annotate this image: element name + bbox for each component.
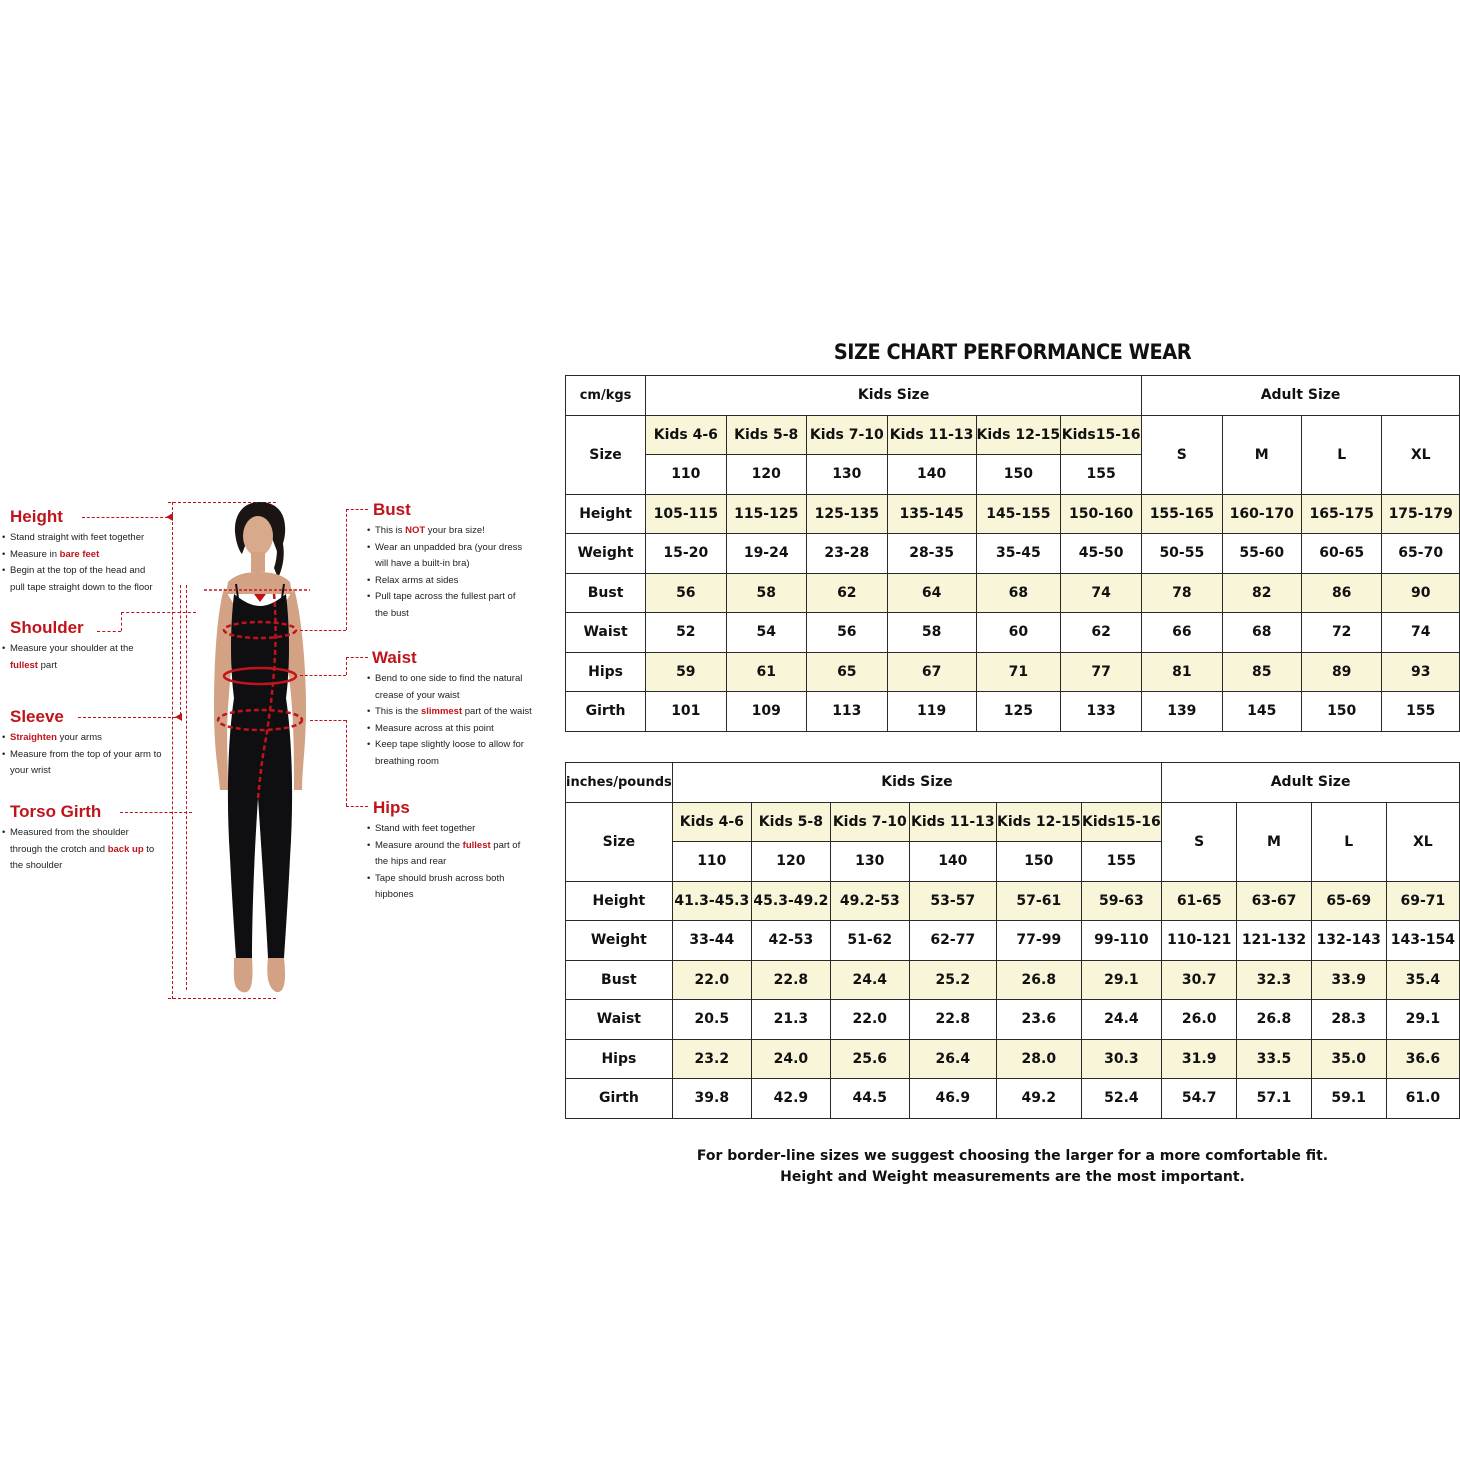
- table-cell: 24.0: [751, 1039, 830, 1079]
- table-cell: 49.2-53: [830, 881, 909, 921]
- adult-size-header: XL: [1382, 415, 1460, 494]
- guide-item: • Measured from the shoulder through the crotch and back up to the shoulder: [2, 825, 162, 875]
- waist-instructions: [367, 671, 535, 771]
- table-cell: 115-125: [726, 494, 806, 534]
- table-row: [566, 1079, 1460, 1119]
- table-cell: 56: [646, 573, 726, 613]
- table-cell: 49.2: [996, 1079, 1081, 1119]
- table-cell: 139: [1142, 692, 1222, 732]
- table-cell: 56: [806, 613, 887, 653]
- table-cell: 55-60: [1222, 534, 1301, 574]
- row-label: Hips: [566, 1039, 673, 1079]
- table-cell: 62-77: [909, 921, 996, 961]
- waist-title: Waist: [372, 648, 417, 667]
- table-cell: 59.1: [1311, 1079, 1386, 1119]
- row-label: Waist: [566, 1000, 673, 1040]
- table-row: [566, 960, 1460, 1000]
- size-table-imperial: [565, 762, 1460, 1119]
- shoulder-instructions: [2, 641, 162, 674]
- table-cell: 110-121: [1162, 921, 1237, 961]
- table-cell: 78: [1142, 573, 1222, 613]
- height-scale: [172, 502, 173, 999]
- table-cell: 99-110: [1081, 921, 1162, 961]
- table-cell: 21.3: [751, 1000, 830, 1040]
- hips-title: Hips: [373, 798, 410, 817]
- table-cell: 23-28: [806, 534, 887, 574]
- table-cell: 65: [806, 652, 887, 692]
- waist-leader-bottom: [300, 675, 346, 676]
- table-cell: 41.3-45.3: [672, 881, 751, 921]
- kids-size-header: Kids 4-6: [646, 415, 726, 455]
- table-cell: 31.9: [1162, 1039, 1237, 1079]
- table-cell: 35.4: [1386, 960, 1459, 1000]
- waist-leader-v: [346, 657, 347, 675]
- guide-item: • Straighten your arms: [2, 730, 162, 747]
- table-cell: 57.1: [1237, 1079, 1311, 1119]
- table-cell: 105-115: [646, 494, 726, 534]
- table-cell: 81: [1142, 652, 1222, 692]
- table-cell: 28.0: [996, 1039, 1081, 1079]
- torso-girth-title: Torso Girth: [10, 802, 102, 821]
- table-cell: 53-57: [909, 881, 996, 921]
- sleeve-title: Sleeve: [10, 707, 64, 726]
- table-cell: 60: [976, 613, 1061, 653]
- table-cell: 61.0: [1386, 1079, 1459, 1119]
- table-row: [566, 534, 1460, 574]
- adult-size-header: M: [1237, 802, 1311, 881]
- kids-size-header: Kids 5-8: [726, 415, 806, 455]
- table-cell: 25.6: [830, 1039, 909, 1079]
- kids-height-header: 140: [887, 455, 976, 495]
- kids-size-header: Kids 7-10: [806, 415, 887, 455]
- table-cell: 33.5: [1237, 1039, 1311, 1079]
- table-cell: 58: [887, 613, 976, 653]
- table-cell: 50-55: [1142, 534, 1222, 574]
- table-cell: 57-61: [996, 881, 1081, 921]
- kids-height-header: 155: [1081, 842, 1162, 882]
- kids-height-header: 130: [830, 842, 909, 882]
- table-cell: 23.2: [672, 1039, 751, 1079]
- table-cell: 62: [806, 573, 887, 613]
- torso-instructions: [2, 825, 162, 875]
- table-row: [566, 1000, 1460, 1040]
- table-cell: 119: [887, 692, 976, 732]
- table-cell: 89: [1301, 652, 1381, 692]
- row-label: Weight: [566, 921, 673, 961]
- guide-item: • Measure across at this point: [367, 721, 535, 738]
- table-cell: 90: [1382, 573, 1460, 613]
- table-cell: 165-175: [1301, 494, 1381, 534]
- guide-item: • Wear an unpadded bra (your dress will have a built-in bra): [367, 540, 529, 573]
- table-cell: 35.0: [1311, 1039, 1386, 1079]
- guide-item: • Stand with feet together: [367, 821, 527, 838]
- guide-item: • This is NOT your bra size!: [367, 523, 529, 540]
- guide-item: • Stand straight with feet together: [2, 530, 162, 547]
- guide-item: • Measure around the fullest part of the hips and rear: [367, 838, 527, 871]
- table-row: [566, 921, 1460, 961]
- shoulder-leader-top: [121, 612, 196, 613]
- table-cell: 15-20: [646, 534, 726, 574]
- table-cell: 35-45: [976, 534, 1061, 574]
- table-cell: 67: [887, 652, 976, 692]
- kids-height-header: 150: [996, 842, 1081, 882]
- adult-size-group: Adult Size: [1142, 376, 1460, 416]
- row-label: Waist: [566, 613, 646, 653]
- kids-size-header: Kids15-16: [1081, 802, 1162, 842]
- table-cell: 25.2: [909, 960, 996, 1000]
- table-cell: 61: [726, 652, 806, 692]
- table-row: [566, 692, 1460, 732]
- table-cell: 113: [806, 692, 887, 732]
- row-label: Height: [566, 494, 646, 534]
- table-cell: 63-67: [1237, 881, 1311, 921]
- table-cell: 133: [1061, 692, 1142, 732]
- table-cell: 45-50: [1061, 534, 1142, 574]
- table-cell: 74: [1382, 613, 1460, 653]
- height-instructions: [2, 530, 162, 596]
- table-header-row: [566, 763, 1460, 803]
- table-cell: 26.8: [1237, 1000, 1311, 1040]
- kids-height-header: 120: [726, 455, 806, 495]
- row-label: Hips: [566, 652, 646, 692]
- bust-instructions: [367, 523, 529, 623]
- table-row: [566, 573, 1460, 613]
- table-cell: 101: [646, 692, 726, 732]
- table-row: [566, 1039, 1460, 1079]
- table-cell: 22.0: [672, 960, 751, 1000]
- table-cell: 71: [976, 652, 1061, 692]
- table-cell: 59-63: [1081, 881, 1162, 921]
- kids-size-group: Kids Size: [646, 376, 1142, 416]
- adult-size-header: M: [1222, 415, 1301, 494]
- height-leader: [82, 517, 168, 518]
- guide-item: • Begin at the top of the head and pull tape straight down to the floor: [2, 563, 162, 596]
- kids-height-header: 155: [1061, 455, 1142, 495]
- chart-title: SIZE CHART PERFORMANCE WEAR: [833, 340, 1192, 364]
- hips-leader: [346, 806, 368, 807]
- table-cell: 125-135: [806, 494, 887, 534]
- shoulder-title: Shoulder: [10, 618, 84, 637]
- priority-note: Height and Weight measurements are the most important.: [780, 1169, 1245, 1185]
- table-cell: 23.6: [996, 1000, 1081, 1040]
- table-cell: 85: [1222, 652, 1301, 692]
- table-cell: 160-170: [1222, 494, 1301, 534]
- kids-size-header: Kids 4-6: [672, 802, 751, 842]
- table-cell: 132-143: [1311, 921, 1386, 961]
- table-cell: 59: [646, 652, 726, 692]
- table-cell: 24.4: [830, 960, 909, 1000]
- table-cell: 145-155: [976, 494, 1061, 534]
- table-cell: 68: [976, 573, 1061, 613]
- fit-note: For border-line sizes we suggest choosing the larger for a more comfortable fit.: [696, 1148, 1329, 1164]
- table-cell: 61-65: [1162, 881, 1237, 921]
- kids-height-header: 110: [672, 842, 751, 882]
- table-cell: 125: [976, 692, 1061, 732]
- table-cell: 65-70: [1382, 534, 1460, 574]
- table-cell: 42-53: [751, 921, 830, 961]
- table-cell: 28-35: [887, 534, 976, 574]
- adult-size-header: L: [1301, 415, 1381, 494]
- table-cell: 54: [726, 613, 806, 653]
- table-cell: 62: [1061, 613, 1142, 653]
- table-cell: 58: [726, 573, 806, 613]
- bust-title: Bust: [373, 500, 411, 519]
- table-row: [566, 881, 1460, 921]
- guide-item: • This is the slimmest part of the waist: [367, 704, 535, 721]
- kids-height-header: 140: [909, 842, 996, 882]
- table-cell: 26.8: [996, 960, 1081, 1000]
- kids-size-header: Kids 7-10: [830, 802, 909, 842]
- table-cell: 29.1: [1081, 960, 1162, 1000]
- row-label: Bust: [566, 960, 673, 1000]
- table-row: [566, 494, 1460, 534]
- table-cell: 82: [1222, 573, 1301, 613]
- kids-size-header: Kids 5-8: [751, 802, 830, 842]
- table-cell: 93: [1382, 652, 1460, 692]
- table-cell: 150-160: [1061, 494, 1142, 534]
- table-cell: 135-145: [887, 494, 976, 534]
- table-cell: 150: [1301, 692, 1381, 732]
- table-cell: 155: [1382, 692, 1460, 732]
- adult-size-group: Adult Size: [1162, 763, 1460, 803]
- kids-size-header: Kids15-16: [1061, 415, 1142, 455]
- model-figure-icon: [190, 498, 330, 1003]
- table-cell: 24.4: [1081, 1000, 1162, 1040]
- sleeve-leader: [78, 717, 176, 718]
- table-cell: 26.0: [1162, 1000, 1237, 1040]
- table-cell: 155-165: [1142, 494, 1222, 534]
- table-cell: 72: [1301, 613, 1381, 653]
- table-row: [566, 652, 1460, 692]
- row-label: Height: [566, 881, 673, 921]
- table-cell: 33.9: [1311, 960, 1386, 1000]
- table-cell: 109: [726, 692, 806, 732]
- table-cell: 32.3: [1237, 960, 1311, 1000]
- table-cell: 46.9: [909, 1079, 996, 1119]
- table-cell: 33-44: [672, 921, 751, 961]
- kids-size-header: Kids 11-13: [909, 802, 996, 842]
- table-cell: 175-179: [1382, 494, 1460, 534]
- size-name-row: [566, 802, 1460, 842]
- table-cell: 54.7: [1162, 1079, 1237, 1119]
- table-cell: 45.3-49.2: [751, 881, 830, 921]
- adult-size-header: L: [1311, 802, 1386, 881]
- hips-instructions: [367, 821, 527, 904]
- size-table-metric: [565, 375, 1460, 732]
- table-cell: 22.0: [830, 1000, 909, 1040]
- table-cell: 26.4: [909, 1039, 996, 1079]
- table-cell: 20.5: [672, 1000, 751, 1040]
- table-cell: 121-132: [1237, 921, 1311, 961]
- torso-scale: [186, 585, 187, 990]
- bust-leader-bottom: [300, 630, 346, 631]
- table-cell: 19-24: [726, 534, 806, 574]
- shoulder-leader-v: [121, 612, 122, 631]
- table-cell: 86: [1301, 573, 1381, 613]
- table-cell: 52: [646, 613, 726, 653]
- height-title: Height: [10, 507, 63, 526]
- kids-height-header: 120: [751, 842, 830, 882]
- guide-item: • Relax arms at sides: [367, 573, 529, 590]
- highlight: bare feet: [59, 548, 100, 560]
- table-cell: 22.8: [751, 960, 830, 1000]
- row-label: Weight: [566, 534, 646, 574]
- table-cell: 30.3: [1081, 1039, 1162, 1079]
- table-cell: 44.5: [830, 1079, 909, 1119]
- table-header-row: [566, 376, 1460, 416]
- adult-size-header: S: [1162, 802, 1237, 881]
- row-label: Girth: [566, 1079, 673, 1119]
- guide-item: • Bend to one side to find the natural crease of your waist: [367, 671, 535, 704]
- table-cell: 42.9: [751, 1079, 830, 1119]
- shoulder-leader: [97, 631, 121, 632]
- kids-size-header: Kids 11-13: [887, 415, 976, 455]
- kids-height-header: 130: [806, 455, 887, 495]
- size-name-row: [566, 415, 1460, 455]
- adult-size-header: XL: [1386, 802, 1459, 881]
- kids-height-header: 110: [646, 455, 726, 495]
- guide-item: • Pull tape across the fullest part of the bust: [367, 589, 529, 622]
- table-cell: 22.8: [909, 1000, 996, 1040]
- table-cell: 65-69: [1311, 881, 1386, 921]
- hips-leader-v: [346, 720, 347, 806]
- waist-leader: [346, 657, 368, 658]
- size-label: Size: [566, 415, 646, 494]
- table-cell: 29.1: [1386, 1000, 1459, 1040]
- guide-item: • Measure in bare feet: [2, 547, 162, 564]
- row-label: Girth: [566, 692, 646, 732]
- bust-leader: [346, 509, 368, 510]
- sleeve-instructions: [2, 730, 162, 780]
- table-cell: 77-99: [996, 921, 1081, 961]
- sleeve-scale: [180, 585, 181, 715]
- table-cell: 36.6: [1386, 1039, 1459, 1079]
- bust-leader-v: [346, 509, 347, 630]
- table-cell: 145: [1222, 692, 1301, 732]
- guide-item: • Keep tape slightly loose to allow for breathing room: [367, 737, 535, 770]
- table-cell: 39.8: [672, 1079, 751, 1119]
- unit-label: cm/kgs: [566, 376, 646, 416]
- guide-item: • Measure from the top of your arm to your wrist: [2, 747, 162, 780]
- adult-size-header: S: [1142, 415, 1222, 494]
- table-cell: 51-62: [830, 921, 909, 961]
- table-cell: 69-71: [1386, 881, 1459, 921]
- kids-size-header: Kids 12-15: [976, 415, 1061, 455]
- table-cell: 30.7: [1162, 960, 1237, 1000]
- table-cell: 52.4: [1081, 1079, 1162, 1119]
- table-cell: 143-154: [1386, 921, 1459, 961]
- table-cell: 68: [1222, 613, 1301, 653]
- table-cell: 66: [1142, 613, 1222, 653]
- table-cell: 64: [887, 573, 976, 613]
- table-cell: 60-65: [1301, 534, 1381, 574]
- unit-label: inches/pounds: [566, 763, 673, 803]
- table-cell: 74: [1061, 573, 1142, 613]
- size-label: Size: [566, 802, 673, 881]
- kids-height-header: 150: [976, 455, 1061, 495]
- table-row: [566, 613, 1460, 653]
- table-cell: 28.3: [1311, 1000, 1386, 1040]
- hips-leader-top: [310, 720, 346, 721]
- kids-size-header: Kids 12-15: [996, 802, 1081, 842]
- table-cell: 77: [1061, 652, 1142, 692]
- guide-item: • Tape should brush across both hipbones: [367, 871, 527, 904]
- kids-size-group: Kids Size: [672, 763, 1161, 803]
- torso-leader: [120, 812, 192, 813]
- row-label: Bust: [566, 573, 646, 613]
- guide-item: • Measure your shoulder at the fullest part: [2, 641, 162, 674]
